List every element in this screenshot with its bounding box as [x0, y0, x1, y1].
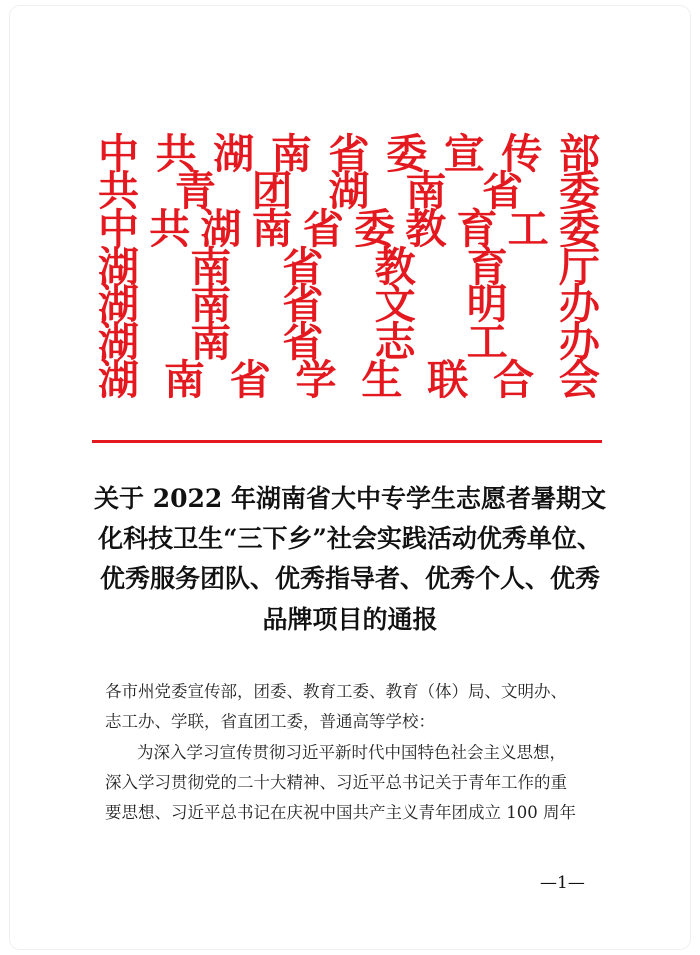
- issuer-char: 南: [190, 280, 232, 328]
- issuer-char: 湖: [200, 205, 242, 253]
- issuer-char: 传: [501, 130, 543, 178]
- issuer-char: 合: [493, 356, 535, 404]
- issuer-char: 志: [374, 318, 416, 366]
- issuer-char: 省: [229, 356, 271, 404]
- body-line-3: 要思想、习近平总书记在庆祝中国共产主义青年团成立 100 周年: [105, 803, 576, 822]
- issuer-char: 宣: [443, 130, 485, 178]
- issuer-char: 省: [282, 280, 324, 328]
- issuer-char: 湖: [98, 318, 139, 366]
- issuer-char: 青: [174, 167, 216, 215]
- notice-title-line-4: 品牌项目的通报: [262, 605, 438, 634]
- issuer-char: 共: [98, 167, 139, 215]
- issuer-char: 中: [98, 205, 139, 253]
- issuer-char: 学: [295, 356, 337, 404]
- issuer-char: 南: [163, 356, 205, 404]
- issuer-char: 湖: [98, 243, 139, 291]
- issuer-char: 湖: [328, 167, 370, 215]
- issuer-char: 南: [405, 167, 447, 215]
- issuer-char: 文: [374, 280, 416, 328]
- issuer-char: 部: [559, 130, 600, 178]
- issuer-char: 湖: [213, 130, 255, 178]
- issuer-char: 明: [466, 280, 508, 328]
- issuer-char: 湖: [98, 280, 139, 328]
- issuer-char: 省: [282, 243, 324, 291]
- issuer-char: 教: [374, 243, 416, 291]
- issuer-char: 省: [328, 130, 370, 178]
- issuer-char: 中: [98, 130, 139, 178]
- issuer-char: 湖: [98, 356, 139, 404]
- notice-title-line-2: 化科技卫生“三下乡”社会实践活动优秀单位、: [98, 524, 602, 553]
- issuer-char: 省: [282, 318, 324, 366]
- issuer-char: 共: [149, 205, 191, 253]
- issuer-char: 办: [558, 318, 600, 366]
- issuer-char: 委: [558, 205, 600, 253]
- issuer-char: 工: [507, 205, 549, 253]
- issuer-char: 教: [405, 205, 447, 253]
- issuer-char: 联: [427, 356, 469, 404]
- issuer-char: 育: [466, 243, 508, 291]
- red-separator-line: [92, 440, 602, 443]
- page-number: —1—: [540, 873, 585, 893]
- addressee-line-2: 志工办、学联，省直团工委，普通高等学校：: [105, 712, 435, 731]
- addressee-line-1: 各市州党委宣传部，团委、教育工委、教育（体）局、文明办、: [105, 682, 567, 701]
- issuer-char: 育: [456, 205, 498, 253]
- issuer-char: 工: [466, 318, 508, 366]
- issuer-char: 委: [558, 167, 600, 215]
- issuer-char: 南: [190, 243, 232, 291]
- notice-title-line-3: 优秀服务团队、优秀指导者、优秀个人、优秀: [99, 564, 600, 593]
- issuer-char: 委: [354, 205, 396, 253]
- notice-title-line-1: 关于 2022 年湖南省大中专学生志愿者暑期文: [94, 484, 606, 513]
- issuer-char: 南: [190, 318, 232, 366]
- issuer-char: 会: [558, 356, 600, 404]
- issuer-char: 生: [361, 356, 403, 404]
- issuer-char: 厅: [558, 243, 600, 291]
- issuer-char: 委: [386, 130, 428, 178]
- issuer-char: 共: [155, 130, 197, 178]
- body-line-1: 为深入学习宣传贯彻习近平新时代中国特色社会主义思想，: [137, 743, 566, 762]
- issuer-char: 南: [270, 130, 312, 178]
- issuer-char: 团: [251, 167, 293, 215]
- issuer-char: 办: [558, 280, 600, 328]
- issuer-line-7: [98, 357, 600, 403]
- body-line-2: 深入学习贯彻党的二十大精神、习近平总书记关于青年工作的重: [105, 773, 567, 792]
- issuer-char: 南: [251, 205, 293, 253]
- issuer-char: 省: [302, 205, 344, 253]
- issuer-char: 省: [482, 167, 524, 215]
